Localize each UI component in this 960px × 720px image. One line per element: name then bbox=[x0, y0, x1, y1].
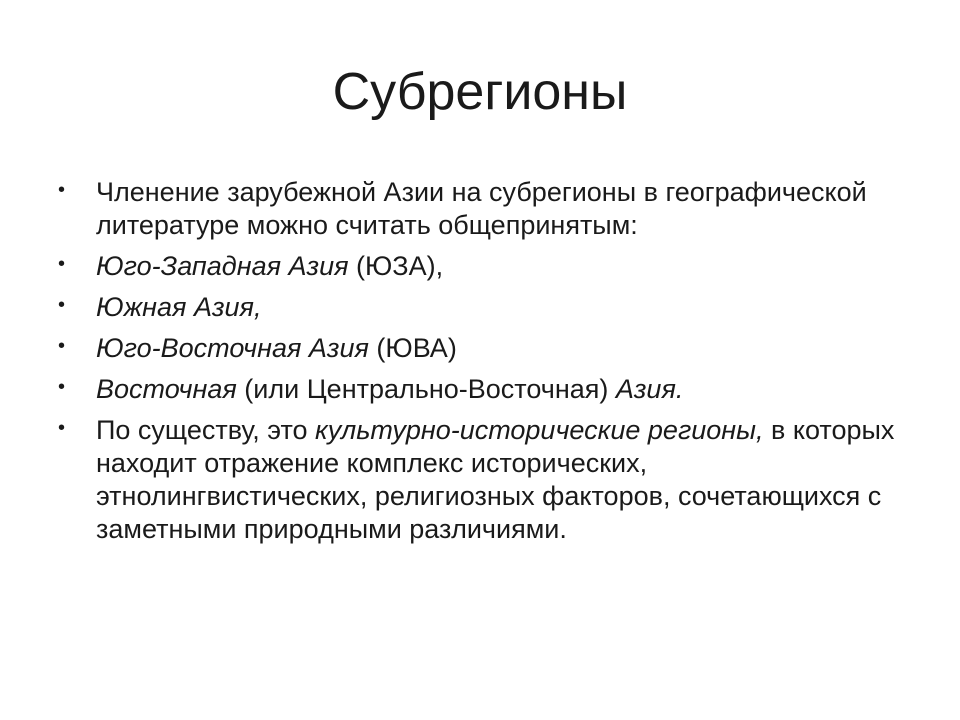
bullet-text: По существу, это bbox=[96, 415, 316, 445]
bullet-icon: • bbox=[58, 376, 66, 398]
bullet-text-italic: Юго-Западная Азия bbox=[96, 251, 349, 281]
bullet-item bbox=[56, 373, 916, 406]
bullet-icon: • bbox=[58, 179, 66, 201]
bullet-item bbox=[56, 176, 916, 242]
bullet-text-italic: Южная Азия, bbox=[96, 292, 262, 322]
bullet-list bbox=[56, 176, 916, 554]
bullet-item bbox=[56, 250, 916, 283]
bullet-text: (ЮЗА), bbox=[348, 251, 444, 281]
bullet-item bbox=[56, 414, 916, 546]
bullet-text: в которых находит отражение комплекс исторических, этнолингвистических, религиозных факторов, сочетающихся с заметными природными различиями. bbox=[96, 415, 895, 544]
bullet-text: (или Центрально-Восточная) bbox=[236, 374, 616, 404]
bullet-text-italic: Азия. bbox=[615, 374, 684, 404]
bullet-text-italic: Юго-Восточная Азия bbox=[96, 333, 369, 363]
bullet-icon: • bbox=[58, 253, 66, 275]
bullet-text: Членение зарубежной Азии на субрегионы в географической литературе можно считать общепринятым: bbox=[96, 177, 867, 240]
bullet-text: (ЮВА) bbox=[368, 333, 457, 363]
bullet-icon: • bbox=[58, 417, 66, 439]
bullet-icon: • bbox=[58, 294, 66, 316]
bullet-icon: • bbox=[58, 335, 66, 357]
bullet-item bbox=[56, 291, 916, 324]
slide-title: Субрегионы bbox=[332, 63, 628, 121]
bullet-text-italic: Восточная bbox=[96, 374, 237, 404]
bullet-item bbox=[56, 332, 916, 365]
bullet-text-italic: культурно-исторические регионы, bbox=[315, 415, 764, 445]
